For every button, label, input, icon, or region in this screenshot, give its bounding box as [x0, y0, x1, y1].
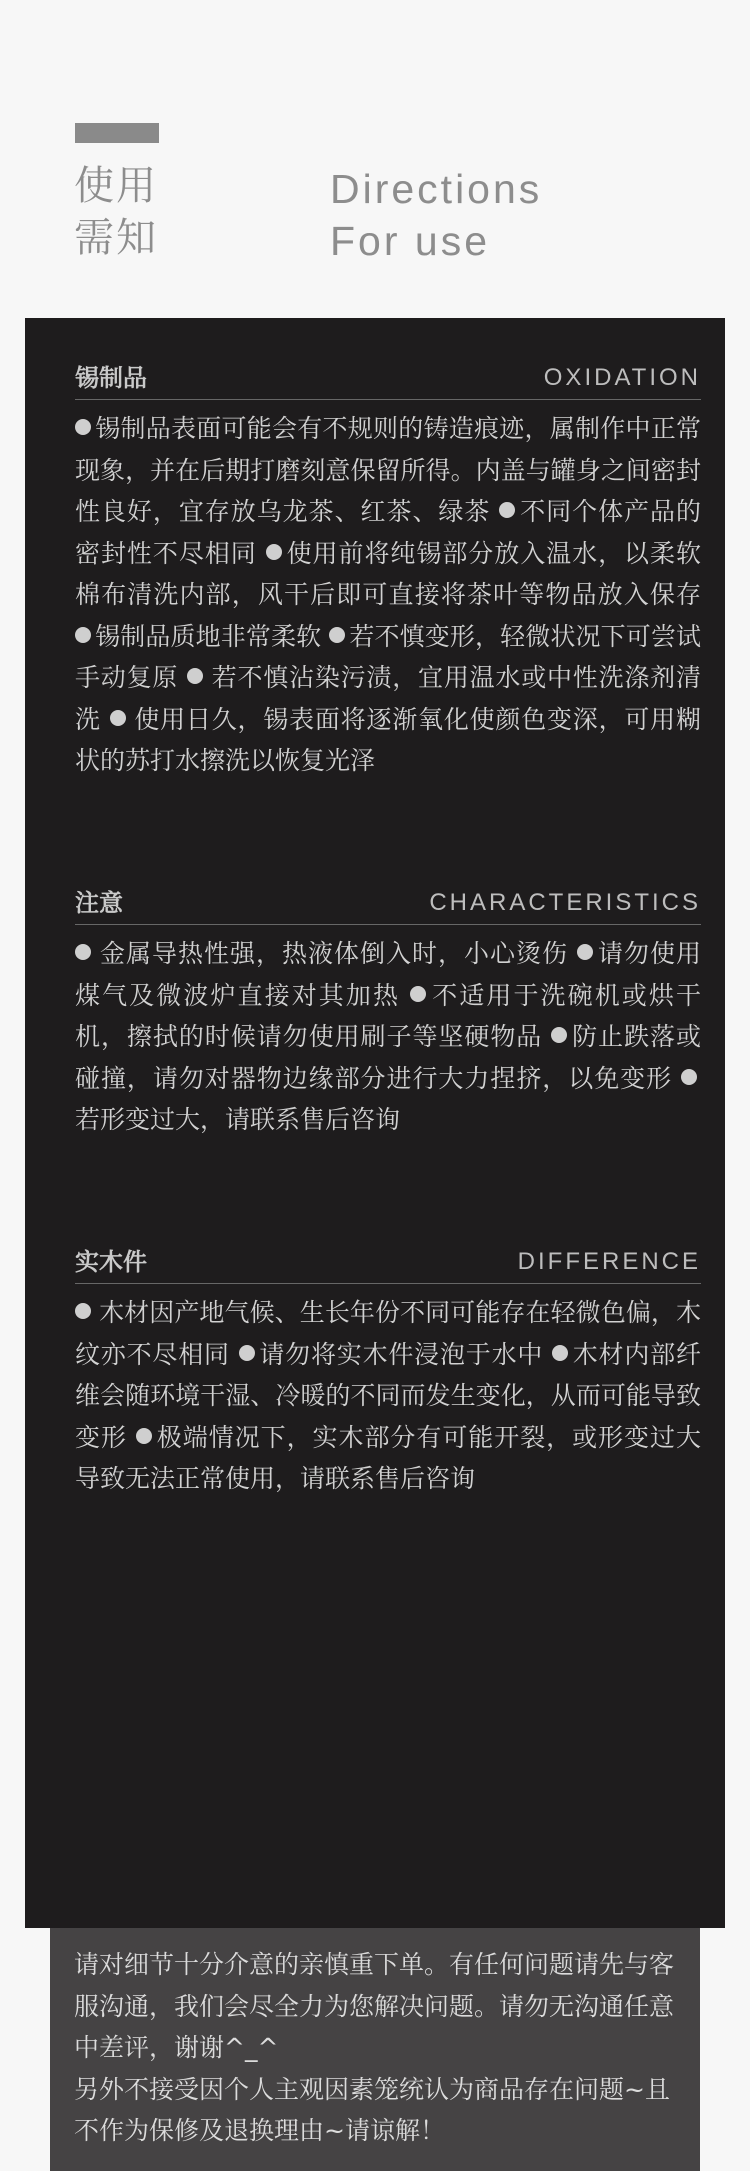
section-header — [75, 353, 701, 400]
title-cn-line2: 需知 — [74, 215, 158, 261]
title-english — [330, 163, 542, 267]
bullet-icon — [266, 544, 282, 560]
bullet-icon — [329, 627, 345, 643]
list-item: 使用前将纯锡部分放入温水，以柔软棉布清洗内部，风干后即可直接将茶叶等物品放入保存 — [75, 538, 701, 609]
section-body — [75, 408, 701, 782]
section-oxidation — [75, 353, 701, 782]
bullet-icon — [499, 502, 515, 518]
list-item: 木材因产地气候、生长年份不同可能存在轻微色偏，木纹亦不尽相同 — [75, 1298, 701, 1369]
notice-box — [50, 1928, 700, 2171]
section-difference — [75, 1237, 701, 1500]
list-item: 锡制品表面可能会有不规则的铸造痕迹，属制作中正常现象，并在后期打磨刻意保留所得。内盖与罐身之间密封性良好，宜存放乌龙茶、红茶、绿茶 — [75, 414, 701, 526]
bullet-icon — [681, 1069, 697, 1085]
section-header — [75, 878, 701, 925]
bullet-icon — [75, 419, 91, 435]
list-item: 请勿将实木件浸泡于水中 — [258, 1339, 544, 1369]
bullet-icon — [136, 1428, 152, 1444]
list-item: 不同个体产品的密封性不尽相同 — [75, 497, 701, 568]
instructions-panel — [25, 318, 725, 2145]
section-title-en: DIFFERENCE — [517, 1248, 701, 1275]
bullet-icon — [75, 1303, 91, 1319]
list-item: 不适用于洗碗机或烘干机，擦拭的时候请勿使用刷子等坚硬物品 — [75, 980, 701, 1051]
list-item: 木材内部纤维会随环境干湿、冷暖的不同而发生变化，从而可能导致变形 — [75, 1339, 701, 1452]
list-item: 防止跌落或碰撞，请勿对器物边缘部分进行大力捏挤，以免变形 — [75, 1022, 701, 1093]
bullet-icon — [110, 710, 126, 726]
section-title-en: OXIDATION — [543, 364, 701, 391]
list-item: 若形变过大，请联系售后咨询 — [75, 1105, 401, 1134]
notice-text: 另外不接受因个人主观因素笼统认为商品存在问题~且不作为保修及退换理由~请谅解！ — [74, 2074, 670, 2145]
list-item: 极端情况下，实木部分有可能开裂，或形变过大导致无法正常使用，请联系售后咨询 — [75, 1422, 701, 1493]
bullet-icon — [551, 1027, 567, 1043]
section-title-cn: 锡制品 — [75, 364, 147, 392]
notice-text: 请对细节十分介意的亲慎重下单。有任何问题请先与客服沟通，我们会尽全力为您解决问题。请勿无沟通任意中差评，谢谢^_^ — [74, 1950, 675, 2062]
list-item: 请勿使用煤气及微波炉直接对其加热 — [75, 939, 701, 1010]
section-body — [75, 933, 701, 1141]
bullet-icon — [75, 944, 91, 960]
bullet-icon — [410, 986, 426, 1002]
bullet-icon — [239, 1345, 255, 1361]
title-en-line2: For use — [330, 218, 490, 264]
title-cn-line1: 使用 — [74, 163, 158, 209]
title-chinese — [74, 160, 158, 264]
list-item: 锡制品质地非常柔软 — [95, 621, 322, 651]
title-en-line1: Directions — [330, 166, 543, 212]
section-title-cn: 注意 — [75, 889, 123, 917]
list-item: 使用日久，锡表面将逐渐氧化使颜色变深，可用糊状的苏打水擦洗以恢复光泽 — [75, 704, 701, 775]
section-title-en: CHARACTERISTICS — [429, 889, 701, 916]
section-characteristics — [75, 878, 701, 1141]
list-item: 金属导热性强，热液体倒入时，小心烫伤 — [99, 939, 569, 968]
section-header — [75, 1237, 701, 1284]
header-accent-bar — [75, 123, 159, 143]
list-item: 若不慎沾染污渍，宜用温水或中性洗涤剂清洗 — [75, 663, 701, 734]
bullet-icon — [577, 944, 593, 960]
section-title-cn: 实木件 — [75, 1248, 147, 1276]
section-body — [75, 1292, 701, 1500]
bullet-icon — [187, 668, 203, 684]
list-item: 若不慎变形，轻微状况下可尝试手动复原 — [75, 621, 701, 692]
bullet-icon — [552, 1345, 568, 1361]
bullet-icon — [75, 627, 91, 643]
